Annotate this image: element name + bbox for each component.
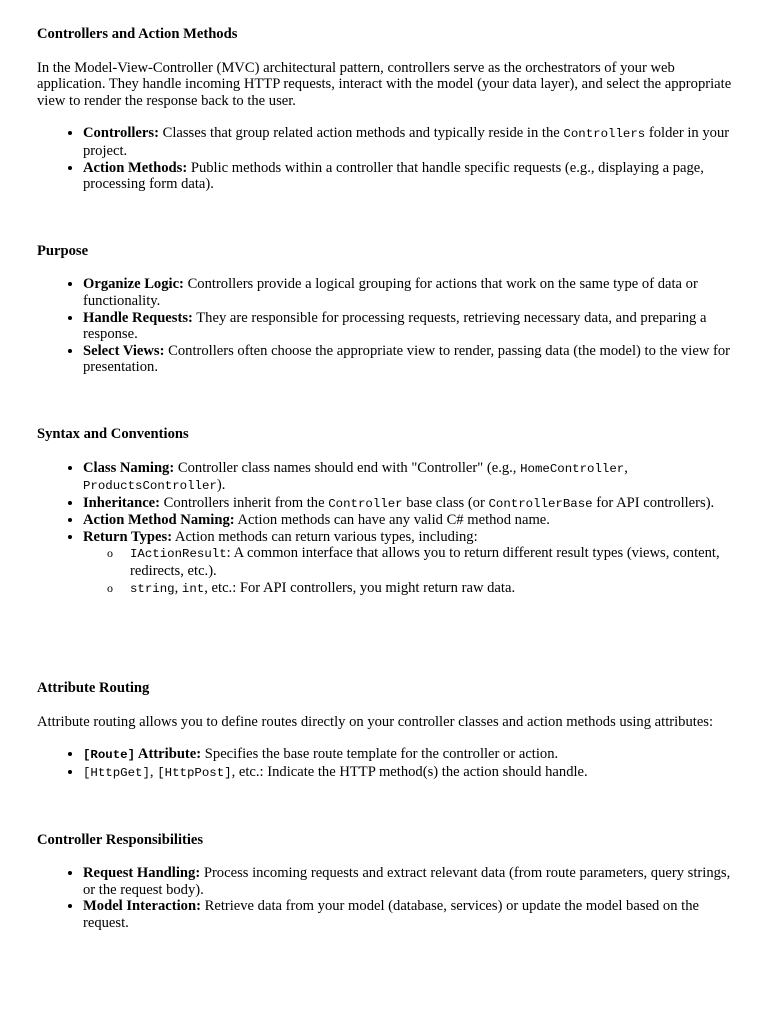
list-item — [83, 495, 737, 513]
inline-code: Controller — [328, 496, 403, 511]
list-item-text: : A common interface that allows you to return different result types (views, content, redirects, etc.). — [130, 545, 720, 580]
list-item-text: Controllers inherit from the — [160, 494, 329, 511]
inline-code: IActionResult — [130, 547, 227, 562]
list-item — [83, 125, 737, 159]
inline-code: [Route] — [83, 748, 136, 763]
list-item-text: Controller class names should end with "Controller" (e.g., — [174, 459, 521, 476]
list-item — [83, 310, 737, 343]
list-item — [83, 160, 737, 193]
list-item-text: Process incoming requests and extract relevant data (from route parameters, query strings, or the request body). — [83, 865, 731, 898]
list-item — [83, 529, 737, 597]
section-heading-purpose: Purpose — [37, 242, 89, 259]
list-item-term: Select Views: — [83, 342, 165, 359]
list-item-text: Classes that group related action methods and typically reside in the — [158, 125, 564, 142]
list-item-text: base class (or — [402, 494, 489, 511]
list-item-term: Inheritance: — [83, 494, 161, 511]
inline-code: string — [130, 581, 175, 596]
list-item — [83, 512, 737, 529]
list-item — [83, 460, 737, 495]
list-item-text: , — [149, 764, 158, 781]
return-types-sublist — [83, 545, 737, 597]
syntax-list — [37, 460, 737, 598]
inline-code: [HttpGet] — [83, 766, 150, 781]
list-item-term: Controllers: — [83, 125, 159, 142]
document-body — [37, 26, 737, 932]
inline-code: HomeController — [520, 461, 625, 476]
list-item-term: Action Methods: — [83, 159, 188, 176]
inline-code: ProductsController — [83, 479, 217, 494]
section-heading-routing: Attribute Routing — [37, 680, 150, 697]
inline-code: Controllers — [563, 127, 646, 142]
routing-list — [37, 746, 737, 781]
list-item-text: , etc.: For API controllers, you might return raw data. — [204, 579, 516, 596]
list-item-text: , etc.: Indicate the HTTP method(s) the action should handle. — [231, 764, 588, 781]
list-item-text: , — [624, 459, 628, 476]
section-heading-controllers: Controllers and Action Methods — [37, 26, 238, 42]
list-item-term: Model Interaction: — [83, 898, 201, 915]
responsibilities-list — [37, 865, 737, 931]
list-item — [83, 898, 737, 931]
section-heading-responsibilities: Controller Responsibilities — [37, 831, 204, 848]
list-item-term: [Route] Attribute: — [83, 746, 202, 763]
inline-code: [HttpPost] — [157, 766, 232, 781]
sub-list-item — [130, 580, 737, 598]
list-item-term: Handle Requests: — [83, 309, 193, 326]
list-item-text: Controllers provide a logical grouping for actions that work on the same type of data or functionality. — [83, 276, 698, 309]
list-item-text: for API controllers). — [592, 494, 715, 511]
list-item — [83, 764, 737, 782]
list-item-text: Retrieve data from your model (database, services) or update the model based on the request. — [83, 898, 699, 931]
list-item-term: Class Naming: — [83, 459, 175, 476]
list-item-text: ). — [216, 477, 226, 494]
list-item — [83, 865, 737, 898]
list-item — [83, 343, 737, 376]
list-item — [83, 746, 737, 764]
routing-intro-paragraph: Attribute routing allows you to define routes directly on your controller classes and action methods using attributes: — [37, 713, 714, 730]
purpose-list — [37, 276, 737, 376]
list-item-text: Action methods can return various types, including: — [172, 528, 478, 545]
sub-list-item — [130, 545, 737, 579]
list-item — [83, 276, 737, 309]
list-item-text: Public methods within a controller that handle specific requests (e.g., displaying a page, processing form data). — [83, 159, 704, 193]
list-item-term: Request Handling: — [83, 865, 201, 882]
list-item-text: They are responsible for processing requests, retrieving necessary data, and preparing a response. — [83, 309, 707, 343]
list-item-text: folder in your project. — [83, 125, 730, 159]
controllers-list — [37, 125, 737, 192]
list-item-text: Specifies the base route template for the controller or action. — [201, 746, 559, 763]
list-item-text: , — [174, 579, 182, 596]
inline-code: int — [181, 581, 205, 596]
section-heading-syntax: Syntax and Conventions — [37, 425, 189, 442]
inline-code: ControllerBase — [488, 496, 593, 511]
list-item-text: Controllers often choose the appropriate view to render, passing data (the model) to the view for presentation. — [83, 342, 731, 376]
list-item-text: Action methods can have any valid C# method name. — [234, 512, 550, 529]
list-item-term: Action Method Naming: — [83, 512, 235, 529]
list-item-term: Organize Logic: — [83, 276, 184, 293]
controllers-intro-paragraph: In the Model-View-Controller (MVC) architectural pattern, controllers serve as the orchestrators of your web application. They handle incoming HTTP requests, interact with the model (your data layer), and select the appropriate view to render the response back to the user. — [37, 59, 732, 109]
list-item-term: Return Types: — [83, 528, 173, 545]
